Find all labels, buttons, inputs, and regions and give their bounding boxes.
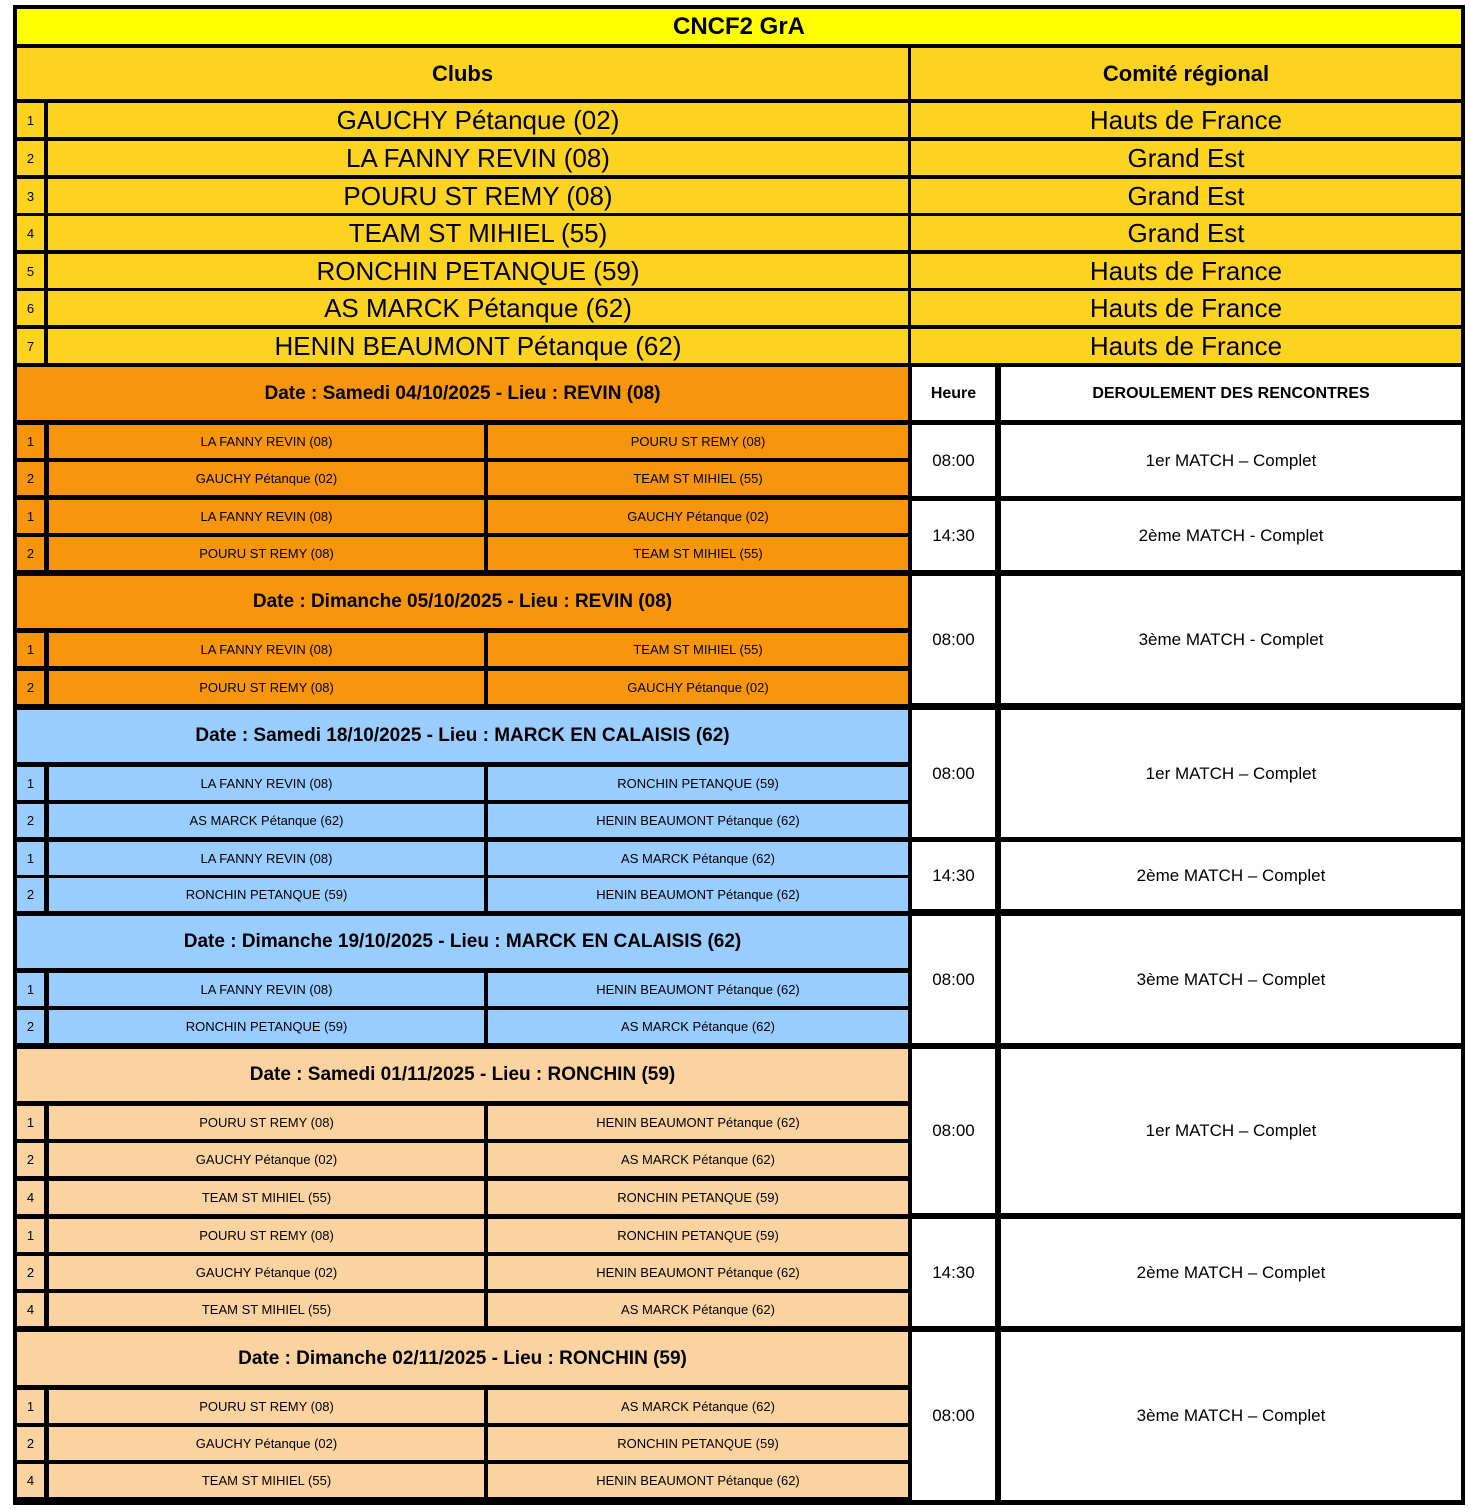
match-number: 4 — [17, 1464, 44, 1497]
schedule-description: 1er MATCH – Complet — [1001, 710, 1461, 837]
schedule-time: 14:30 — [912, 501, 995, 570]
match-away-team: RONCHIN PETANQUE (59) — [488, 1219, 908, 1252]
match-number: 1 — [17, 1219, 44, 1252]
match-away-team: RONCHIN PETANQUE (59) — [488, 767, 908, 800]
match-away-team: TEAM ST MIHIEL (55) — [488, 633, 908, 666]
match-number: 2 — [17, 462, 44, 495]
club-comite: Hauts de France — [911, 254, 1461, 288]
match-home-team: GAUCHY Pétanque (02) — [49, 462, 484, 495]
match-home-team: TEAM ST MIHIEL (55) — [49, 1293, 484, 1326]
club-name: GAUCHY Pétanque (02) — [48, 103, 908, 137]
club-name: RONCHIN PETANQUE (59) — [48, 254, 908, 288]
deroulement-header: DEROULEMENT DES RENCONTRES — [1001, 367, 1461, 420]
match-away-team: GAUCHY Pétanque (02) — [488, 671, 908, 704]
club-number: 2 — [17, 141, 44, 175]
match-away-team: HENIN BEAUMONT Pétanque (62) — [488, 973, 908, 1006]
club-number: 7 — [17, 329, 44, 363]
club-comite: Hauts de France — [911, 103, 1461, 137]
page-title: CNCF2 GrA — [17, 9, 1461, 44]
schedule-description: 2ème MATCH - Complet — [1001, 501, 1461, 570]
match-home-team: GAUCHY Pétanque (02) — [49, 1427, 484, 1460]
club-comite: Grand Est — [911, 141, 1461, 175]
club-name: AS MARCK Pétanque (62) — [48, 291, 908, 325]
club-comite: Grand Est — [911, 216, 1461, 250]
match-away-team: RONCHIN PETANQUE (59) — [488, 1181, 908, 1214]
match-away-team: POURU ST REMY (08) — [488, 425, 908, 458]
club-comite: Hauts de France — [911, 329, 1461, 363]
club-comite: Hauts de France — [911, 291, 1461, 325]
match-home-team: GAUCHY Pétanque (02) — [49, 1256, 484, 1289]
day-header: Date : Dimanche 19/10/2025 - Lieu : MARCK EN CALAISIS (62) — [17, 916, 908, 968]
match-number: 2 — [17, 1010, 44, 1043]
clubs-header: Clubs — [17, 48, 908, 99]
match-away-team: HENIN BEAUMONT Pétanque (62) — [488, 1464, 908, 1497]
match-away-team: RONCHIN PETANQUE (59) — [488, 1427, 908, 1460]
match-number: 2 — [17, 878, 44, 911]
match-home-team: POURU ST REMY (08) — [49, 1390, 484, 1423]
schedule-time: 08:00 — [912, 425, 995, 496]
club-comite: Grand Est — [911, 179, 1461, 213]
schedule-time: 08:00 — [912, 710, 995, 837]
match-number: 1 — [17, 767, 44, 800]
day-header: Date : Samedi 01/11/2025 - Lieu : RONCHIN (59) — [17, 1049, 908, 1101]
match-away-team: HENIN BEAUMONT Pétanque (62) — [488, 804, 908, 837]
comite-header: Comité régional — [911, 48, 1461, 99]
match-home-team: GAUCHY Pétanque (02) — [49, 1143, 484, 1176]
match-home-team: AS MARCK Pétanque (62) — [49, 804, 484, 837]
match-number: 2 — [17, 1256, 44, 1289]
schedule-time: 08:00 — [912, 916, 995, 1043]
match-away-team: AS MARCK Pétanque (62) — [488, 1390, 908, 1423]
match-home-team: RONCHIN PETANQUE (59) — [49, 878, 484, 911]
match-home-team: TEAM ST MIHIEL (55) — [49, 1181, 484, 1214]
schedule-description: 3ème MATCH – Complet — [1001, 1332, 1461, 1500]
match-away-team: TEAM ST MIHIEL (55) — [488, 462, 908, 495]
club-name: POURU ST REMY (08) — [48, 179, 908, 213]
club-name: HENIN BEAUMONT Pétanque (62) — [48, 329, 908, 363]
match-number: 2 — [17, 804, 44, 837]
match-home-team: LA FANNY REVIN (08) — [49, 767, 484, 800]
schedule-description: 1er MATCH – Complet — [1001, 1049, 1461, 1213]
match-number: 1 — [17, 425, 44, 458]
match-away-team: AS MARCK Pétanque (62) — [488, 1143, 908, 1176]
club-number: 6 — [17, 291, 44, 325]
match-away-team: AS MARCK Pétanque (62) — [488, 1010, 908, 1043]
match-number: 2 — [17, 537, 44, 570]
club-number: 4 — [17, 216, 44, 250]
club-name: TEAM ST MIHIEL (55) — [48, 216, 908, 250]
schedule-time: 08:00 — [912, 576, 995, 703]
schedule-time: 08:00 — [912, 1332, 995, 1500]
match-away-team: HENIN BEAUMONT Pétanque (62) — [488, 878, 908, 911]
match-away-team: AS MARCK Pétanque (62) — [488, 1293, 908, 1326]
schedule-description: 3ème MATCH – Complet — [1001, 916, 1461, 1043]
match-home-team: RONCHIN PETANQUE (59) — [49, 1010, 484, 1043]
heure-header: Heure — [912, 367, 995, 420]
club-name: LA FANNY REVIN (08) — [48, 141, 908, 175]
match-home-team: LA FANNY REVIN (08) — [49, 500, 484, 533]
match-number: 1 — [17, 633, 44, 666]
day-header: Date : Samedi 18/10/2025 - Lieu : MARCK EN CALAISIS (62) — [17, 710, 908, 762]
match-home-team: POURU ST REMY (08) — [49, 537, 484, 570]
match-number: 1 — [17, 1390, 44, 1423]
match-number: 1 — [17, 973, 44, 1006]
schedule-time: 14:30 — [912, 1219, 995, 1326]
match-number: 1 — [17, 842, 44, 875]
match-home-team: TEAM ST MIHIEL (55) — [49, 1464, 484, 1497]
day-header: Date : Dimanche 02/11/2025 - Lieu : RONCHIN (59) — [17, 1332, 908, 1385]
match-home-team: POURU ST REMY (08) — [49, 671, 484, 704]
match-home-team: POURU ST REMY (08) — [49, 1219, 484, 1252]
match-away-team: HENIN BEAUMONT Pétanque (62) — [488, 1256, 908, 1289]
match-away-team: AS MARCK Pétanque (62) — [488, 842, 908, 875]
schedule-time: 08:00 — [912, 1049, 995, 1213]
match-number: 2 — [17, 671, 44, 704]
club-number: 5 — [17, 254, 44, 288]
day-header: Date : Samedi 04/10/2025 - Lieu : REVIN (08) — [17, 367, 908, 420]
match-away-team: TEAM ST MIHIEL (55) — [488, 537, 908, 570]
match-home-team: LA FANNY REVIN (08) — [49, 633, 484, 666]
schedule-description: 2ème MATCH – Complet — [1001, 1219, 1461, 1326]
match-away-team: HENIN BEAUMONT Pétanque (62) — [488, 1106, 908, 1139]
club-number: 3 — [17, 179, 44, 213]
match-number: 2 — [17, 1143, 44, 1176]
schedule-description: 2ème MATCH – Complet — [1001, 842, 1461, 909]
match-number: 4 — [17, 1293, 44, 1326]
match-number: 4 — [17, 1181, 44, 1214]
schedule-description: 3ème MATCH - Complet — [1001, 576, 1461, 703]
match-home-team: LA FANNY REVIN (08) — [49, 425, 484, 458]
schedule-time: 14:30 — [912, 842, 995, 909]
match-number: 1 — [17, 500, 44, 533]
schedule-description: 1er MATCH – Complet — [1001, 425, 1461, 496]
match-number: 1 — [17, 1106, 44, 1139]
match-home-team: LA FANNY REVIN (08) — [49, 973, 484, 1006]
match-away-team: GAUCHY Pétanque (02) — [488, 500, 908, 533]
match-number: 2 — [17, 1427, 44, 1460]
day-header: Date : Dimanche 05/10/2025 - Lieu : REVIN (08) — [17, 576, 908, 628]
club-number: 1 — [17, 103, 44, 137]
match-home-team: POURU ST REMY (08) — [49, 1106, 484, 1139]
match-home-team: LA FANNY REVIN (08) — [49, 842, 484, 875]
